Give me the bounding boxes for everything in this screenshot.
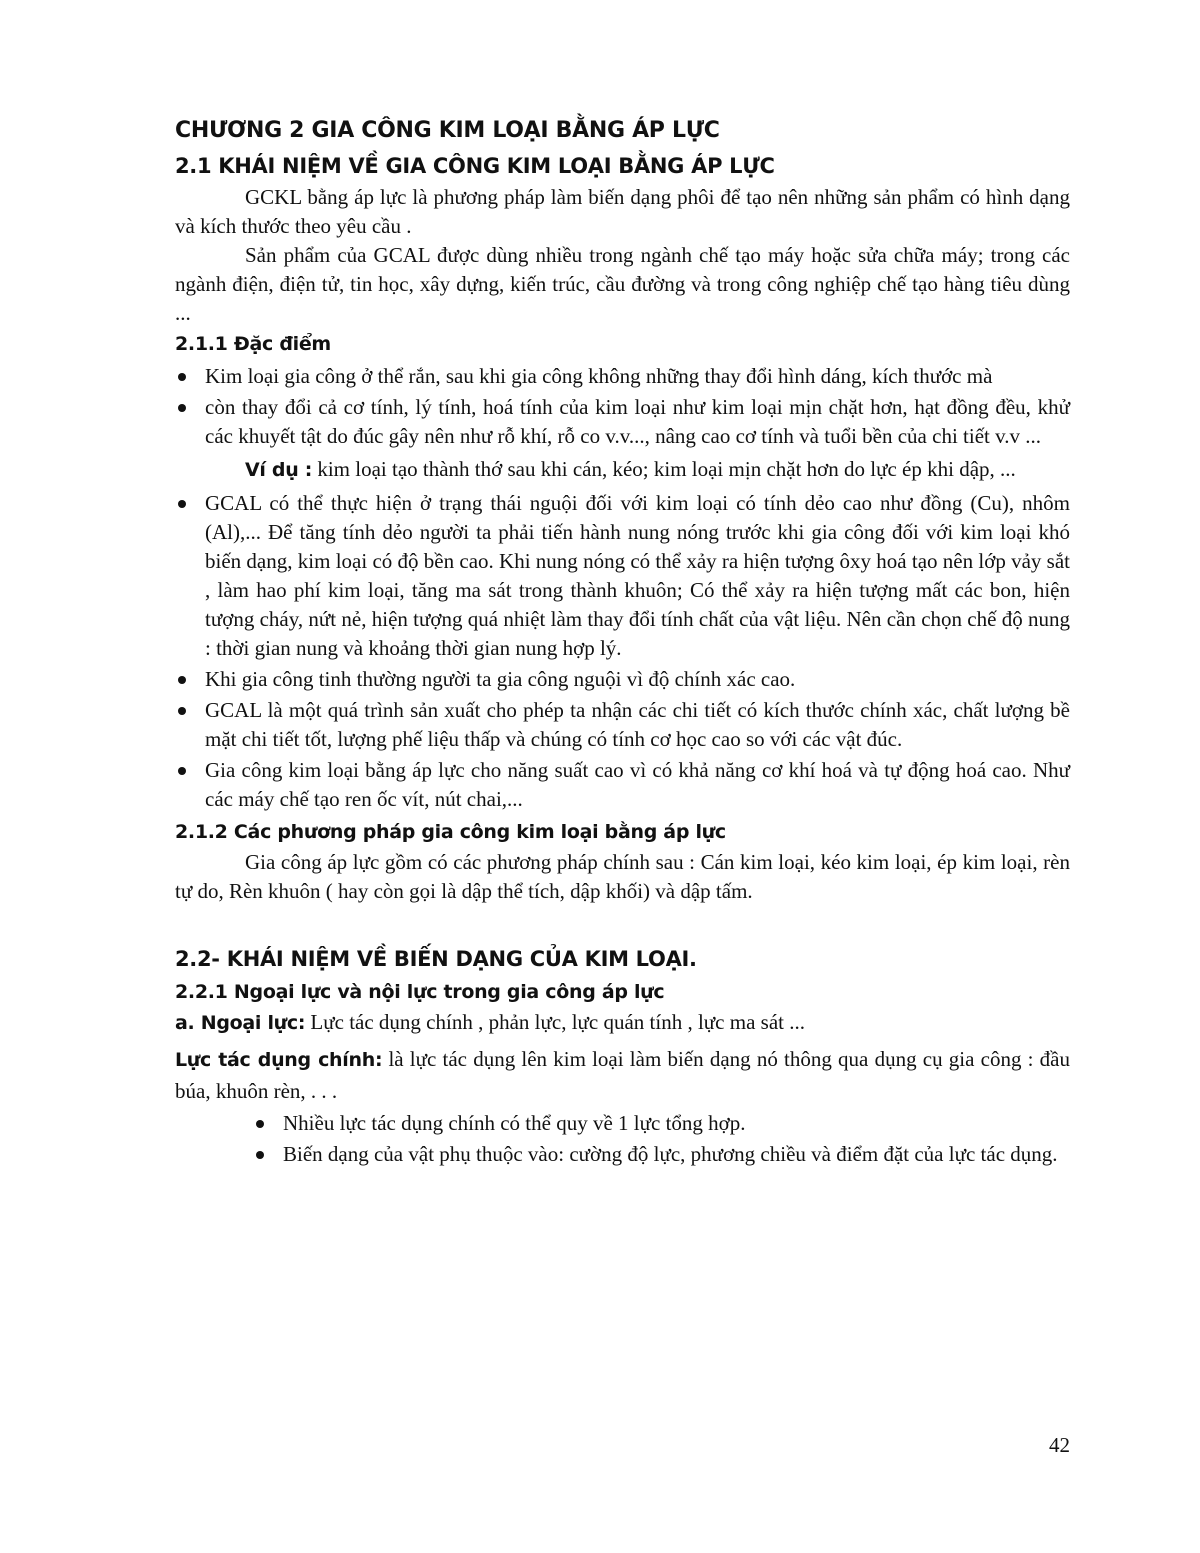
section-2-1-paragraph-2: Sản phẩm của GCAL được dùng nhiều trong ngành chế tạo máy hoặc sửa chữa máy; trong các ngành điện, điện tử, tin học, xây dựng, kiến trúc, cầu đường và trong công nghiệp chế tạo hàng tiêu dùng ... bbox=[175, 243, 1070, 325]
section-2-2-1-title: 2.2.1 Ngoại lực và nội lực trong gia công áp lực bbox=[175, 981, 665, 1003]
external-force-paragraph bbox=[175, 1008, 1070, 1038]
list-item: Khi gia công tinh thường người ta gia công nguội vì độ chính xác cao. bbox=[175, 665, 1070, 694]
example-lead: Ví dụ : bbox=[245, 459, 313, 481]
list-item: GCAL là một quá trình sản xuất cho phép ta nhận các chi tiết có kích thước chính xác, chất lượng bề mặt chi tiết tốt, lượng phế liệu thấp và chúng có tính cơ học cao so với các vật đúc. bbox=[175, 696, 1070, 754]
example-paragraph bbox=[175, 453, 1070, 487]
external-force-lead: a. Ngoại lực: bbox=[175, 1012, 306, 1034]
page-number: 42 bbox=[1049, 1433, 1070, 1457]
main-force-paragraph bbox=[175, 1044, 1070, 1107]
list-item: GCAL có thể thực hiện ở trạng thái nguội đối với kim loại có tính dẻo cao như đồng (Cu), nhôm (Al),... Để tăng tính dẻo người ta phải tiến hành nung nóng trước khi gia công đối với kim loại khó biến dạng, kim loại có độ bền cao. Khi nung nóng có thể xảy ra hiện tượng ôxy hoá tạo nên lớp vảy sắt , làm hao phí kim loại, tăng ma sát trong thành khuôn; Có thể xảy ra hiện tượng mất các bon, hiện tượng cháy, nứt nẻ, hiện tượng quá nhiệt làm thay đổi tính chất của vật liệu. Nên cần chọn chế độ nung : thời gian nung và khoảng thời gian nung hợp lý. bbox=[175, 489, 1070, 663]
list-item: Kim loại gia công ở thể rắn, sau khi gia công không những thay đổi hình dáng, kích thước mà bbox=[175, 362, 1070, 391]
list-item: Gia công kim loại bằng áp lực cho năng suất cao vì có khả năng cơ khí hoá và tự động hoá cao. Như các máy chế tạo ren ốc vít, nút chai,... bbox=[175, 756, 1070, 814]
external-force-text: Lực tác dụng chính , phản lực, lực quán tính , lực ma sát ... bbox=[305, 1010, 805, 1034]
main-force-list bbox=[253, 1109, 1070, 1169]
section-2-1-paragraph-1: GCKL bằng áp lực là phương pháp làm biến dạng phôi để tạo nên những sản phẩm có hình dạng và kích thước theo yêu cầu . bbox=[175, 185, 1070, 238]
features-list-continued bbox=[175, 489, 1070, 814]
example-text: kim loại tạo thành thớ sau khi cán, kéo; kim loại mịn chặt hơn do lực ép khi dập, ... bbox=[312, 457, 1016, 481]
main-force-text: là lực tác dụng lên kim loại làm biến dạng nó thông qua dụng cụ gia công : đầu búa, khuôn rèn, . . . bbox=[175, 1047, 1070, 1103]
main-force-lead: Lực tác dụng chính: bbox=[175, 1049, 383, 1071]
chapter-title: CHƯƠNG 2 GIA CÔNG KIM LOẠI BẰNG ÁP LỰC bbox=[175, 118, 720, 143]
section-2-1-2-paragraph: Gia công áp lực gồm có các phương pháp chính sau : Cán kim loại, kéo kim loại, ép kim loại, rèn tự do, Rèn khuôn ( hay còn gọi là dập thể tích, dập khối) và dập tấm. bbox=[175, 850, 1070, 903]
features-list bbox=[175, 362, 1070, 451]
list-item: còn thay đổi cả cơ tính, lý tính, hoá tính của kim loại như kim loại mịn chặt hơn, hạt đồng đều, khử các khuyết tật do đúc gây nên như rỗ khí, rỗ co v.v..., nâng cao cơ tính và tuổi bền của chi tiết v.v ... bbox=[175, 393, 1070, 451]
list-item: Nhiều lực tác dụng chính có thể quy về 1 lực tổng hợp. bbox=[253, 1109, 1070, 1138]
page-content bbox=[175, 113, 1070, 1171]
section-2-2-title: 2.2- KHÁI NIỆM VỀ BIẾN DẠNG CỦA KIM LOẠI. bbox=[175, 947, 697, 971]
section-2-1-2-title: 2.1.2 Các phương pháp gia công kim loại bằng áp lực bbox=[175, 821, 726, 843]
list-item: Biến dạng của vật phụ thuộc vào: cường độ lực, phương chiều và điểm đặt của lực tác dụng. bbox=[253, 1140, 1070, 1169]
section-2-1-1-title: 2.1.1 Đặc điểm bbox=[175, 333, 331, 355]
section-2-1-title: 2.1 KHÁI NIỆM VỀ GIA CÔNG KIM LOẠI BẰNG ÁP LỰC bbox=[175, 154, 775, 178]
